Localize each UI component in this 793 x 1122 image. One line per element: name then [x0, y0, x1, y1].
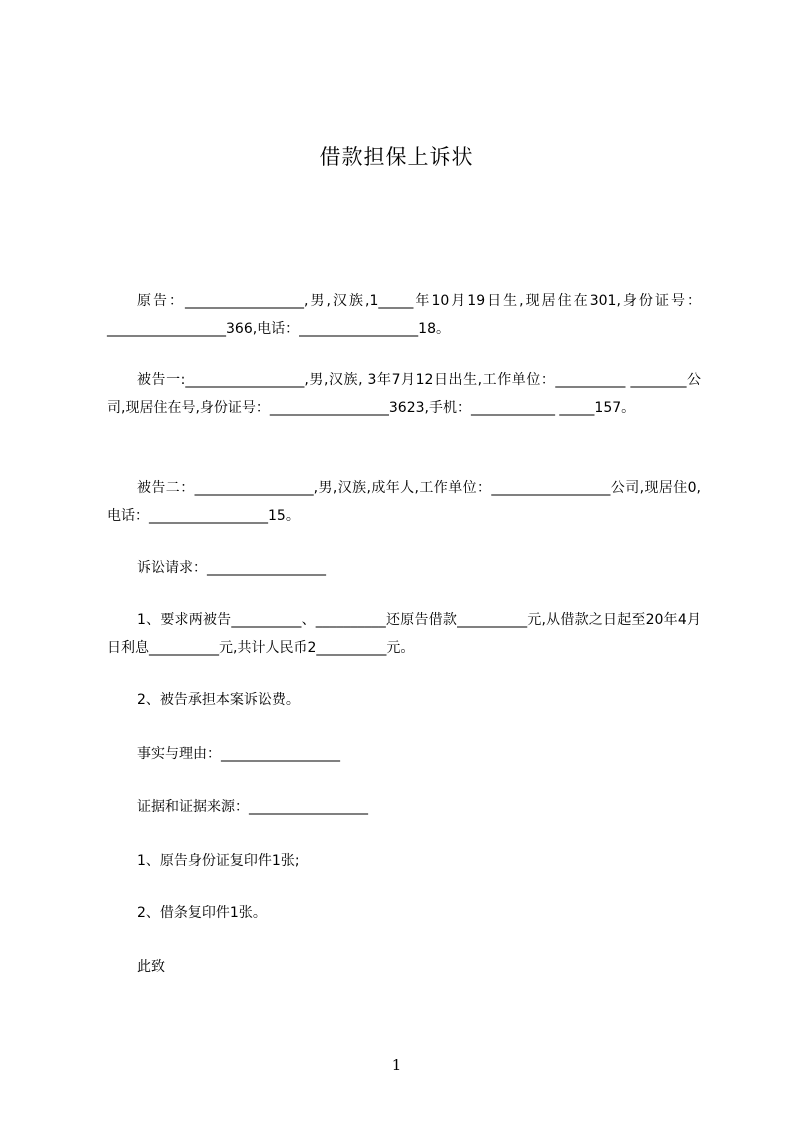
evidence-item-1: 1、原告身份证复印件1张;	[137, 853, 300, 869]
claim-item-2: 2、被告承担本案诉讼费。	[137, 692, 300, 708]
defendant-one-paragraph: 被告一:_________________,男,汉族, 3年7月12日出生,工作单位：__________ ________公司,现居住在号,身份证号：_________________3623,手机：____________ _____157。	[107, 372, 701, 416]
defendant-two-paragraph: 被告二：_________________,男,汉族,成年人,工作单位：_________________公司,现居住0,电话：_________________15。	[107, 480, 701, 524]
claims-heading: 诉讼请求：_________________	[137, 560, 326, 576]
document-title: 借款担保上诉状	[319, 145, 474, 169]
evidence-heading: 证据和证据来源：_________________	[137, 799, 368, 815]
closing-text: 此致	[137, 959, 165, 975]
page-number: 1	[391, 1056, 402, 1074]
claim-item-1: 1、要求两被告__________、__________还原告借款__________元,从借款之日起至20年4月日利息__________元,共计人民币2__________元。	[107, 612, 701, 656]
evidence-item-2: 2、借条复印件1张。	[137, 905, 267, 921]
facts-heading: 事实与理由：_________________	[137, 746, 340, 762]
plaintiff-paragraph: 原告：_________________,男,汉族,1_____年10月19日生,现居住在301,身份证号：_________________366,电话：_________________18。	[107, 293, 701, 337]
